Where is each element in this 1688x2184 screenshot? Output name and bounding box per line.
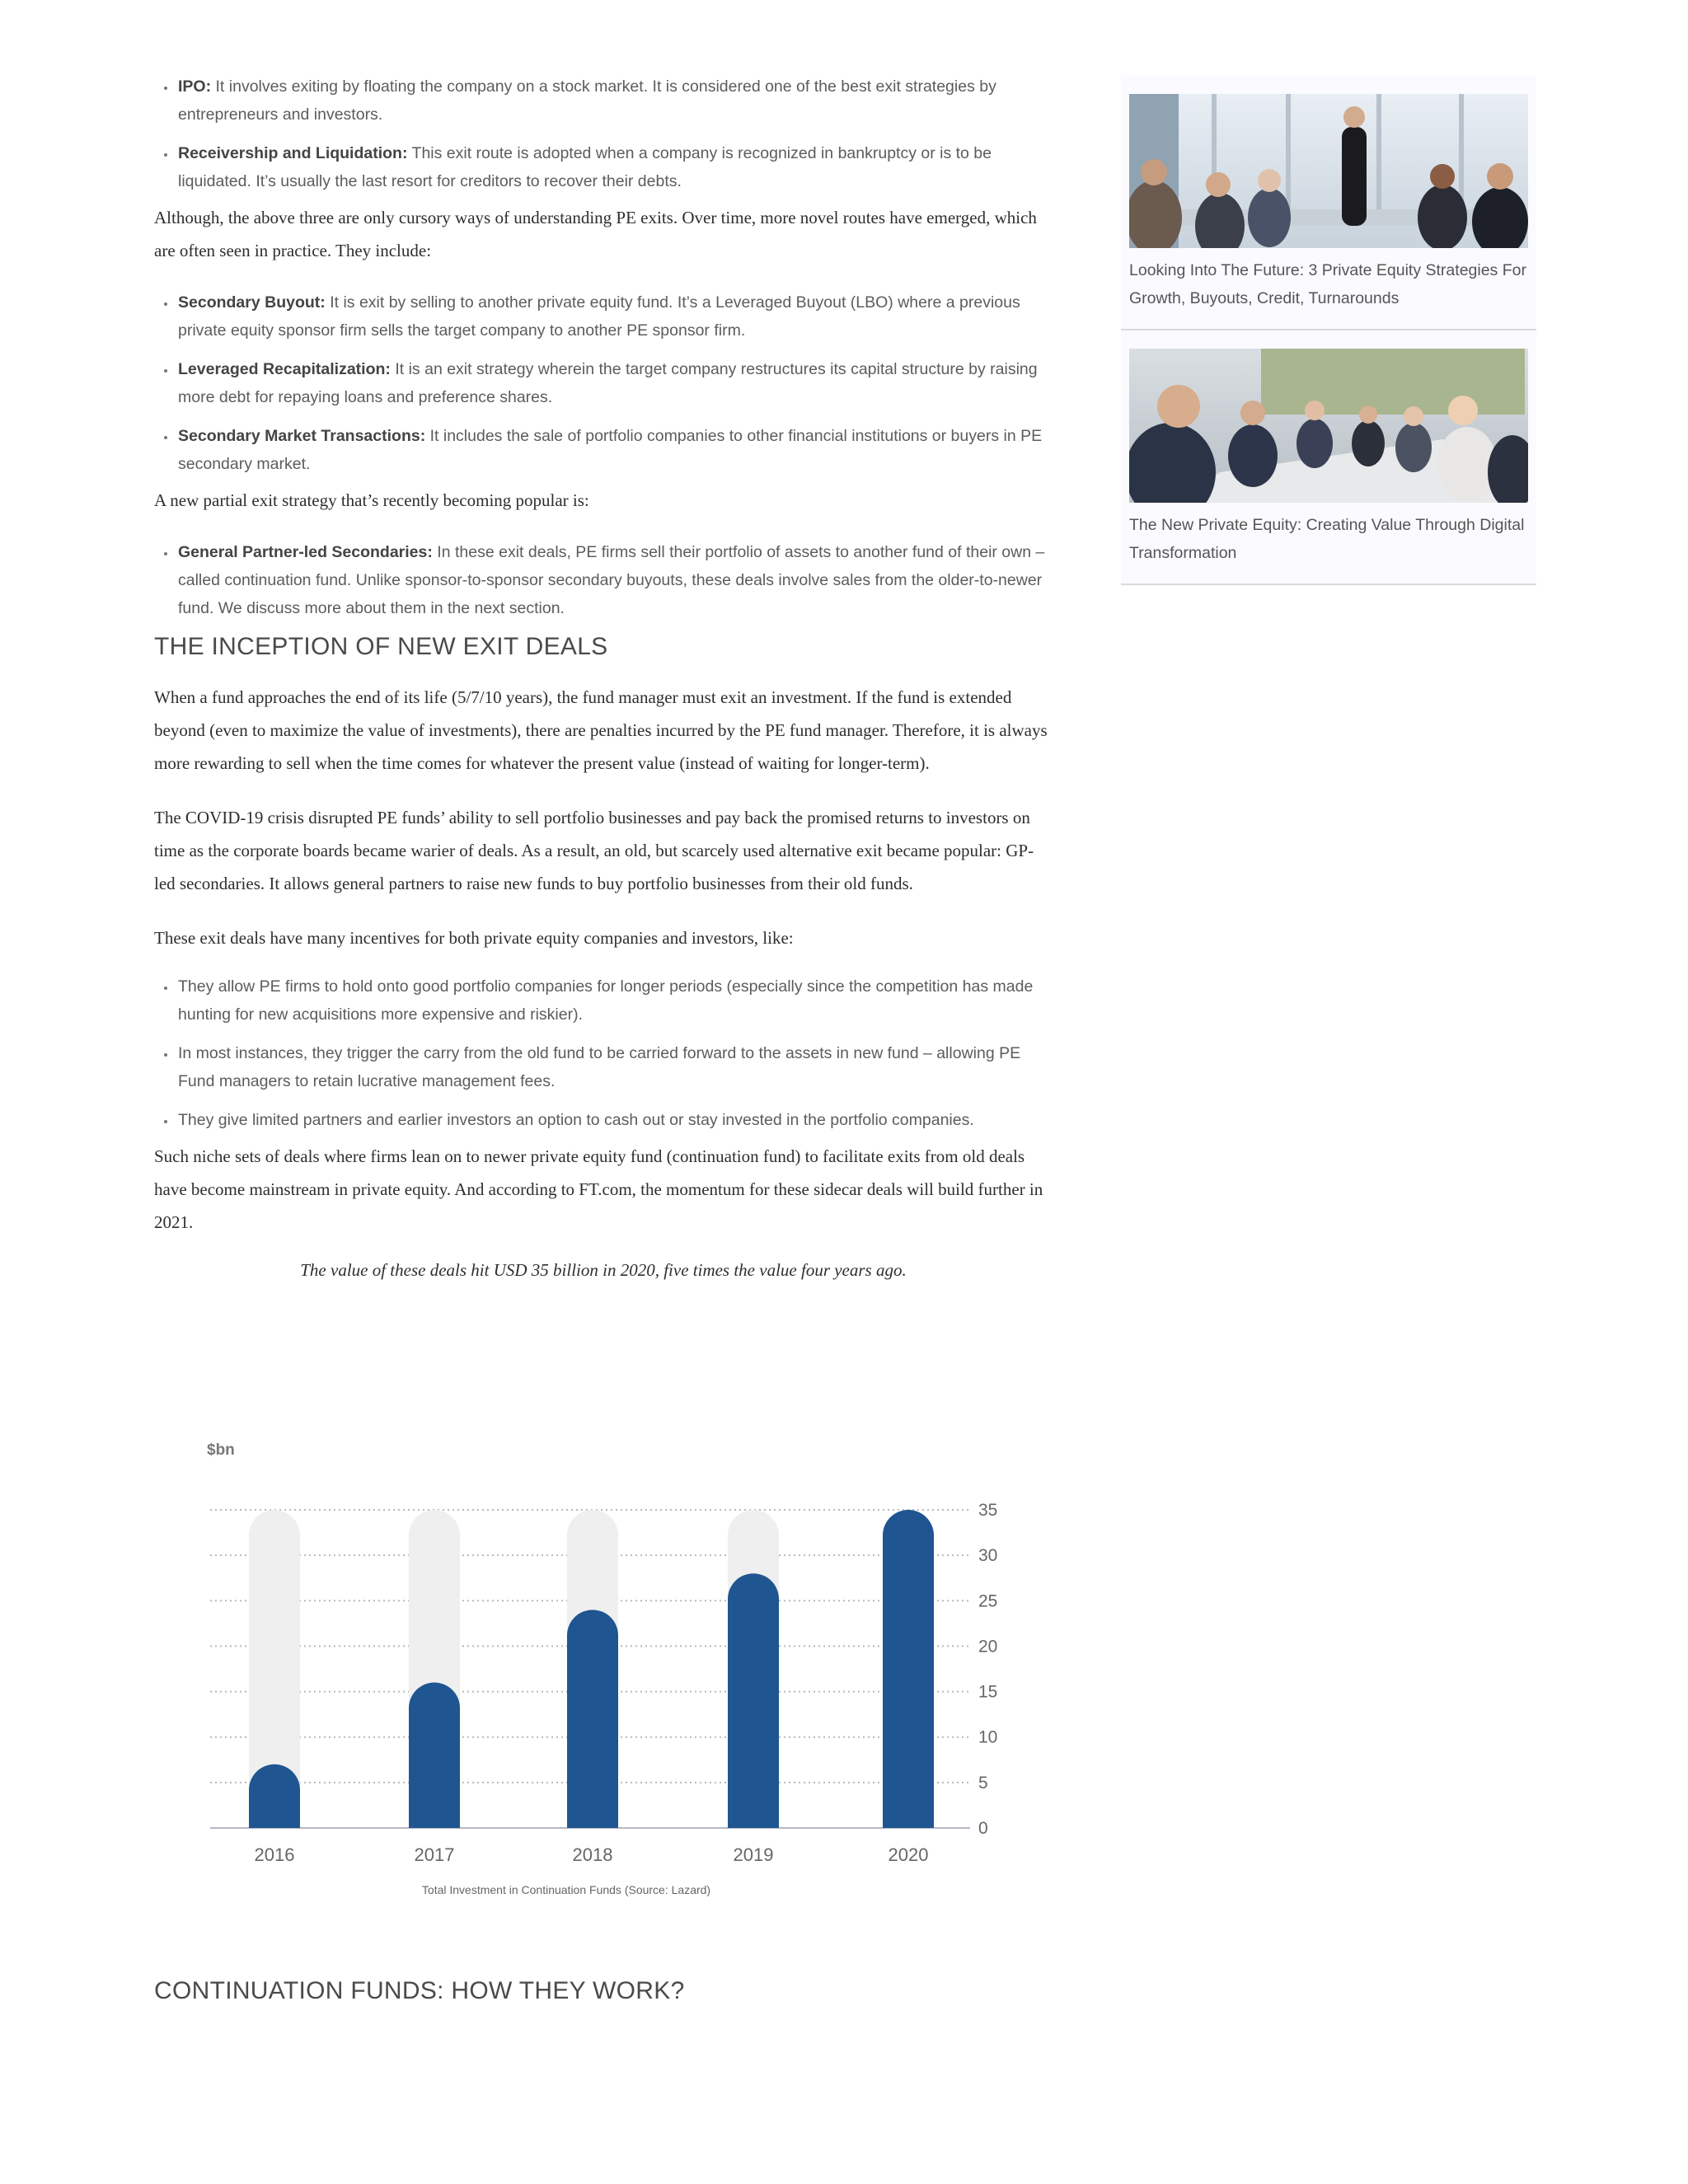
y-tick-label: 20 <box>978 1637 998 1657</box>
list-item <box>176 288 1053 344</box>
list-item-text: It involves exiting by floating the company on a stock market. It is considered one of the best exit strategies by entrepreneurs and investors. <box>178 77 996 124</box>
y-tick-label: 30 <box>978 1546 998 1566</box>
list-item-term: Secondary Buyout: <box>178 293 326 312</box>
related-article-card[interactable] <box>1121 330 1536 585</box>
x-tick-label: 2018 <box>572 1844 613 1865</box>
section-heading: CONTINUATION FUNDS: HOW THEY WORK? <box>154 1977 685 2004</box>
paragraph: The COVID-19 crisis disrupted PE funds’ ability to sell portfolio businesses and pay back the promised returns to investors on time as the corporate boards became warier of deals. As a result, an old, but scarcely used alternative exit became popular: GP-led secondaries. It allows general partners to raise new funds to buy portfolio businesses from their old funds. <box>154 808 1034 893</box>
bar-2018 <box>567 1610 618 1828</box>
x-tick-label: 2016 <box>254 1844 295 1865</box>
paragraph: Although, the above three are only cursory ways of understanding PE exits. Over time, more novel routes have emerged, which are often seen in practice. They include: <box>154 208 1037 260</box>
article-thumbnail[interactable] <box>1129 349 1528 503</box>
list-item: • In most instances, they trigger the carry from the old fund to be carried forward to the assets in new fund – allowing PE Fund managers to retain lucrative management fees. <box>176 1039 1053 1095</box>
list-item-term: Receivership and Liquidation: <box>178 144 408 162</box>
list-item-text: This exit route is adopted when a company is recognized in bankruptcy or is to be liquidated. It’s usually the last resort for creditors to recover their debts. <box>178 144 992 190</box>
exit-list-traditional <box>154 73 1053 195</box>
list-item: • They allow PE firms to hold onto good portfolio companies for longer periods (especially since the competition has made hunting for new acquisitions more expensive and riskier). <box>176 972 1053 1029</box>
y-tick-label: 5 <box>978 1773 988 1793</box>
article-body <box>154 73 1053 1281</box>
incentives-list <box>154 972 1053 1134</box>
x-tick-label: 2019 <box>733 1844 774 1865</box>
y-tick-label: 35 <box>978 1501 998 1520</box>
list-item <box>176 355 1053 411</box>
paragraph: When a fund approaches the end of its life (5/7/10 years), the fund manager must exit an investment. If the fund is extended beyond (even to maximize the value of investments), there are penalties incurred by the PE fund manager. Therefore, it is always more rewarding to sell when the time comes for whatever the present value (instead of waiting for longer-term). <box>154 687 1048 773</box>
list-item-text: It is exit by selling to another private equity fund. It’s a Leveraged Buyout (LBO) where a previous private equity sponsor firm sells the target company to another PE sponsor firm. <box>178 293 1020 340</box>
related-articles-sidebar <box>1121 76 1536 585</box>
y-tick-label: 0 <box>978 1819 988 1838</box>
exit-list-novel <box>154 288 1053 478</box>
x-tick-label: 2020 <box>888 1844 929 1865</box>
related-article-title[interactable]: Looking Into The Future: 3 Private Equity Strategies For Growth, Buyouts, Credit, Turnarounds <box>1129 261 1526 307</box>
article-thumbnail[interactable] <box>1129 94 1528 248</box>
related-article-title[interactable]: The New Private Equity: Creating Value Through Digital Transformation <box>1129 516 1525 562</box>
x-tick-label: 2017 <box>414 1844 455 1865</box>
bar-2020 <box>883 1510 934 1828</box>
list-item <box>176 422 1053 478</box>
list-item-term: Secondary Market Transactions: <box>178 427 426 445</box>
paragraph: These exit deals have many incentives for both private equity companies and investors, like: <box>154 928 794 948</box>
y-tick-label: 15 <box>978 1682 998 1702</box>
bar-chart <box>154 1418 1053 1912</box>
list-item <box>176 73 1053 129</box>
list-item-term: General Partner-led Secondaries: <box>178 543 433 561</box>
list-item-term: Leveraged Recapitalization: <box>178 360 391 378</box>
list-item-text: In these exit deals, PE firms sell their portfolio of assets to another fund of their own – called continuation fund. Unlike sponsor-to-sponsor secondary buyouts, these deals involve sales from the older-to-newer fund. We discuss more about them in the next section. <box>178 543 1045 617</box>
paragraph: Such niche sets of deals where firms lean on to newer private equity fund (continuation fund) to facilitate exits from old deals have become mainstream in private equity. And according to FT.com, the momentum for these sidecar deals will build further in 2021. <box>154 1146 1043 1232</box>
section-heading: THE INCEPTION OF NEW EXIT DEALS <box>154 633 608 660</box>
pull-quote: The value of these deals hit USD 35 billion in 2020, five times the value four years ago. <box>300 1260 907 1280</box>
list-item-text: It is an exit strategy wherein the target company restructures its capital structure by raising more debt for repaying loans and preference shares. <box>178 360 1038 406</box>
continuation-funds-chart <box>154 1418 1053 1912</box>
y-axis-unit-label: $bn <box>207 1441 235 1459</box>
bar-2017 <box>409 1683 460 1828</box>
y-tick-label: 10 <box>978 1727 998 1747</box>
paragraph: A new partial exit strategy that’s recently becoming popular is: <box>154 490 589 510</box>
exit-list-partial <box>154 538 1053 622</box>
list-item <box>176 139 1053 195</box>
bar-2016 <box>249 1765 300 1828</box>
y-tick-label: 25 <box>978 1591 998 1611</box>
list-item-text: It includes the sale of portfolio companies to other financial institutions or buyers in PE secondary market. <box>178 427 1043 473</box>
chart-caption: Total Investment in Continuation Funds (Source: Lazard) <box>421 1883 711 1896</box>
bar-2019 <box>728 1573 779 1828</box>
related-article-card[interactable] <box>1121 76 1536 330</box>
list-item-term: IPO: <box>178 77 212 96</box>
list-item: • They give limited partners and earlier investors an option to cash out or stay invested in the portfolio companies. <box>176 1106 1053 1134</box>
list-item <box>176 538 1053 622</box>
